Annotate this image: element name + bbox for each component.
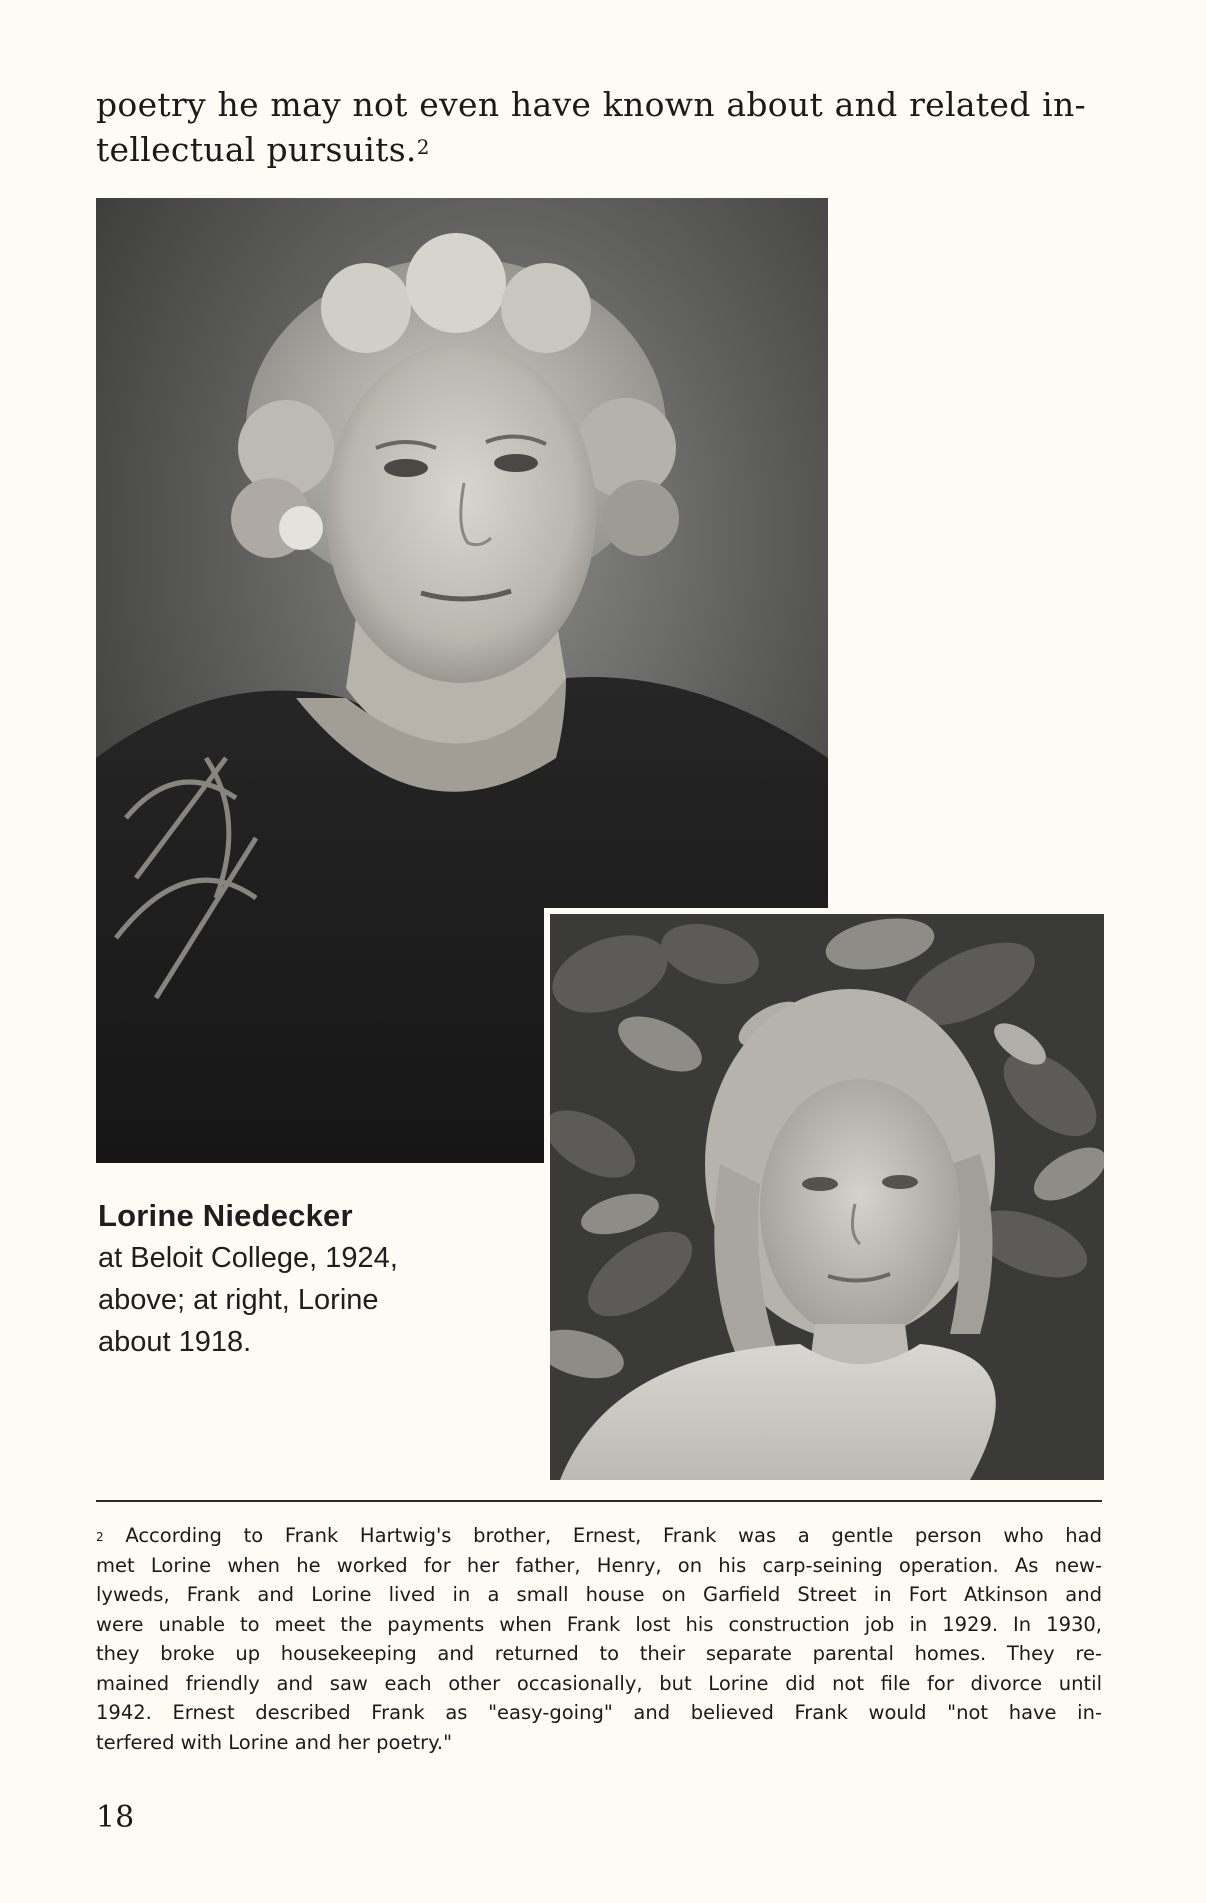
- footnote-divider: [96, 1500, 1102, 1502]
- footnote-line-1: [96, 1521, 1102, 1551]
- footnote-line-4: were unable to meet the payments when Frank lost his construction job in 1929. In 1930,: [96, 1612, 1102, 1636]
- footnote: [96, 1521, 1102, 1757]
- footnote-line-3: lyweds, Frank and Lorine lived in a small house on Garfield Street in Fort Atkinson and: [96, 1583, 1102, 1606]
- caption-line-1: at Beloit College, 1924,: [98, 1242, 398, 1274]
- caption-title: Lorine Niedecker: [98, 1198, 353, 1233]
- portrait-1918-image: [550, 914, 1104, 1480]
- caption-line-3: about 1918.: [98, 1326, 252, 1358]
- caption-line-2: above; at right, Lorine: [98, 1284, 379, 1316]
- body-line-2: [96, 127, 1086, 172]
- footnote-line-5: they broke up housekeeping and returned to their separate parental homes. They re-: [96, 1642, 1102, 1665]
- body-paragraph: [96, 82, 1086, 172]
- footnote-marker: 2: [96, 1530, 104, 1544]
- footnote-line-2: met Lorine when he worked for her father, Henry, on his carp-seining operation. As new-: [96, 1553, 1102, 1577]
- portrait-photo-1918: [548, 912, 1106, 1482]
- page-number: 18: [96, 1800, 135, 1835]
- body-line-2-text: tellectual pursuits.: [96, 130, 417, 169]
- footnote-line-1-text: According to Frank Hartwig's brother, Ernest, Frank was a gentle person who had: [125, 1524, 1102, 1547]
- body-line-1: poetry he may not even have known about and related in-: [96, 85, 1086, 124]
- footnote-line-6: mained friendly and saw each other occasionally, but Lorine did not file for divorce until: [96, 1671, 1102, 1695]
- photo-caption: [98, 1195, 528, 1363]
- footnote-line-7: 1942. Ernest described Frank as "easy-going" and believed Frank would "not have in-: [96, 1701, 1102, 1724]
- footnote-line-8: terfered with Lorine and her poetry.": [96, 1730, 453, 1754]
- footnote-reference: 2: [416, 135, 430, 159]
